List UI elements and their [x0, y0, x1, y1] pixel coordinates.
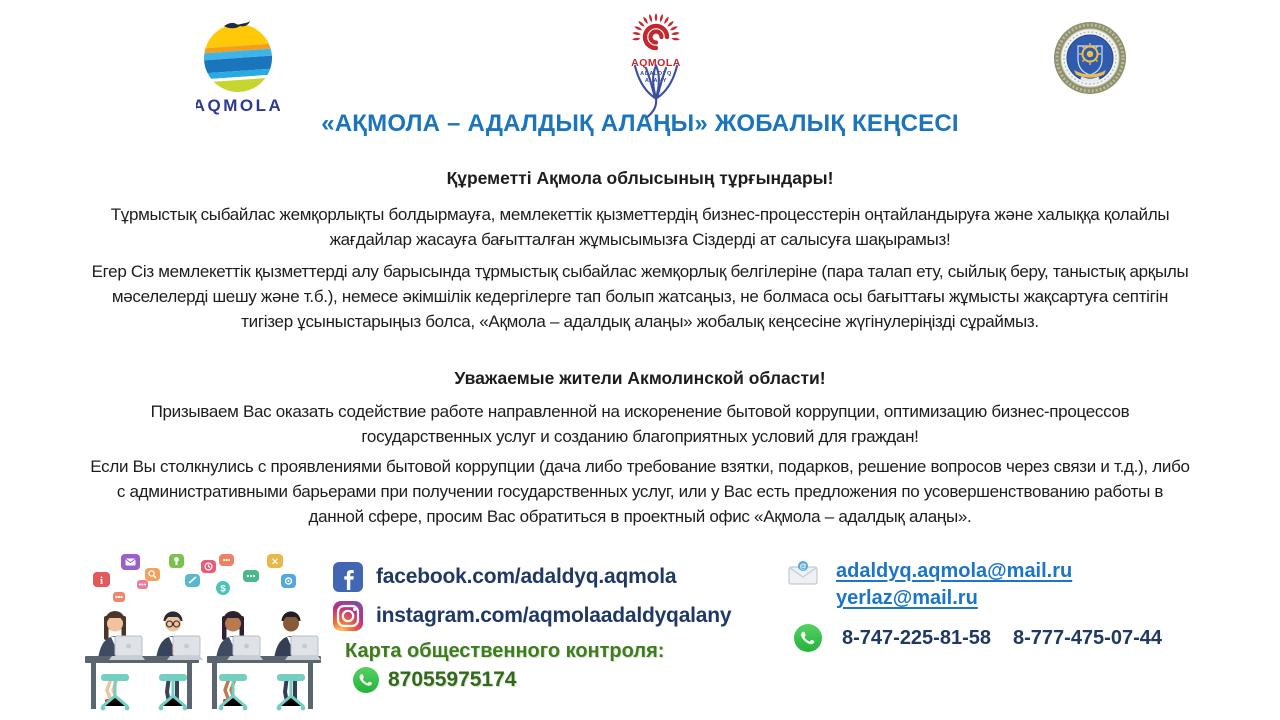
public-control-map-label: Карта общественного контроля:: [345, 640, 665, 662]
page-title: «АҚМОЛА – АДАЛДЫҚ АЛАҢЫ» ЖОБАЛЫҚ КЕҢСЕСІ: [321, 110, 959, 137]
kazakh-paragraph-1: Тұрмыстық сыбайлас жемқорлықты болдырмауға, мемлекеттік қызметтердің бизнес-процесстерін оңтайландыруға және халыққа қолайлы жағдайлар жасауға бағытталған жұмысымызға Сіздерді ат салысуға шақырамыз!: [110, 205, 1170, 249]
whatsapp-phone-2: 8-777-475-07-44: [1013, 626, 1162, 649]
whatsapp-phones-row: [794, 624, 1162, 652]
email-icon: [788, 560, 820, 586]
russian-paragraph-2: Если Вы столкнулись с проявлениями бытовой коррупции (дача либо требование взятки, подарков, решение вопросов через связи и т.д.), либо с административными барьерами при получении государственных услуг, или у Вас есть предложения по усовершенствованию работы в данной сфере, просим Вас обратиться в проектный офис «Ақмола – адалдық алаңы».: [90, 457, 1190, 526]
email-link-secondary[interactable]: yerlaz@mail.ru: [836, 587, 978, 609]
whatsapp-icon: [353, 667, 379, 693]
contact-column: [788, 560, 1162, 652]
email-link-primary[interactable]: adaldyq.aqmola@mail.ru: [836, 560, 1073, 582]
instagram-link[interactable]: instagram.com/aqmolaadaldyqalany: [376, 604, 732, 627]
kazakh-heading: Құреметті Ақмола облысының тұрғындары!: [446, 168, 834, 188]
facebook-icon: [333, 562, 363, 592]
public-control-map-block: [345, 640, 731, 693]
center-logo-line2: ADALDYQ: [640, 71, 672, 77]
instagram-icon: [333, 601, 363, 631]
adaldyq-alany-logo: [610, 4, 702, 127]
instagram-link-row[interactable]: [333, 601, 731, 631]
agency-seal-icon: [1052, 20, 1128, 96]
aqmola-region-logo: [196, 12, 280, 121]
aqmola-globe-icon: [196, 12, 280, 116]
svg-text:i: i: [99, 575, 104, 587]
kazakh-paragraph-2: Егер Сіз мемлекеттік қызметтерді алу барысында тұрмыстық сыбайлас жемқорлық белгілеріне (пара талап ету, сыйлық беру, таныстық арқылы мәселелерді шешу және т.б.), немесе әкімшілік кедергілерге тап болып жатсаңыз, не болмаса осы бағыттағы жұмысты жақсартуға септігін тигізер ұсыныстарыңыз болса, «Ақмола – адалдық алаңы» жобалық кеңсесіне жүгінулеріңізді сұраймыз.: [91, 262, 1189, 331]
chat-bubbles-icons: [93, 554, 296, 602]
russian-heading: Уважаемые жители Акмолинской области!: [454, 368, 826, 388]
center-logo-line3: ALANY: [644, 78, 668, 84]
svg-text:@: @: [799, 563, 807, 571]
tulip-sun-icon: [610, 4, 702, 122]
public-control-phone: 87055975174: [388, 668, 517, 691]
whatsapp-icon: [794, 624, 822, 652]
center-logo-line1: AQMOLA: [631, 57, 681, 69]
whatsapp-phone-1: 8-747-225-81-58: [842, 626, 991, 649]
call-center-illustration: [85, 550, 325, 718]
russian-paragraph-1: Призываем Вас оказать содействие работе направленной на искоренение бытовой коррупции, оптимизацию бизнес-процессов государственных услуг и созданию благоприятных условий для граждан!: [150, 402, 1130, 446]
chairs: [101, 674, 306, 710]
social-links-column: [333, 562, 731, 693]
svg-text:$: $: [220, 583, 226, 595]
facebook-link[interactable]: facebook.com/adaldyq.aqmola: [376, 565, 677, 588]
left-logo-label: AQMOLA: [196, 96, 280, 115]
facebook-link-row[interactable]: [333, 562, 731, 592]
agency-emblem: [1052, 20, 1128, 101]
svg-text:✕: ✕: [271, 556, 279, 567]
